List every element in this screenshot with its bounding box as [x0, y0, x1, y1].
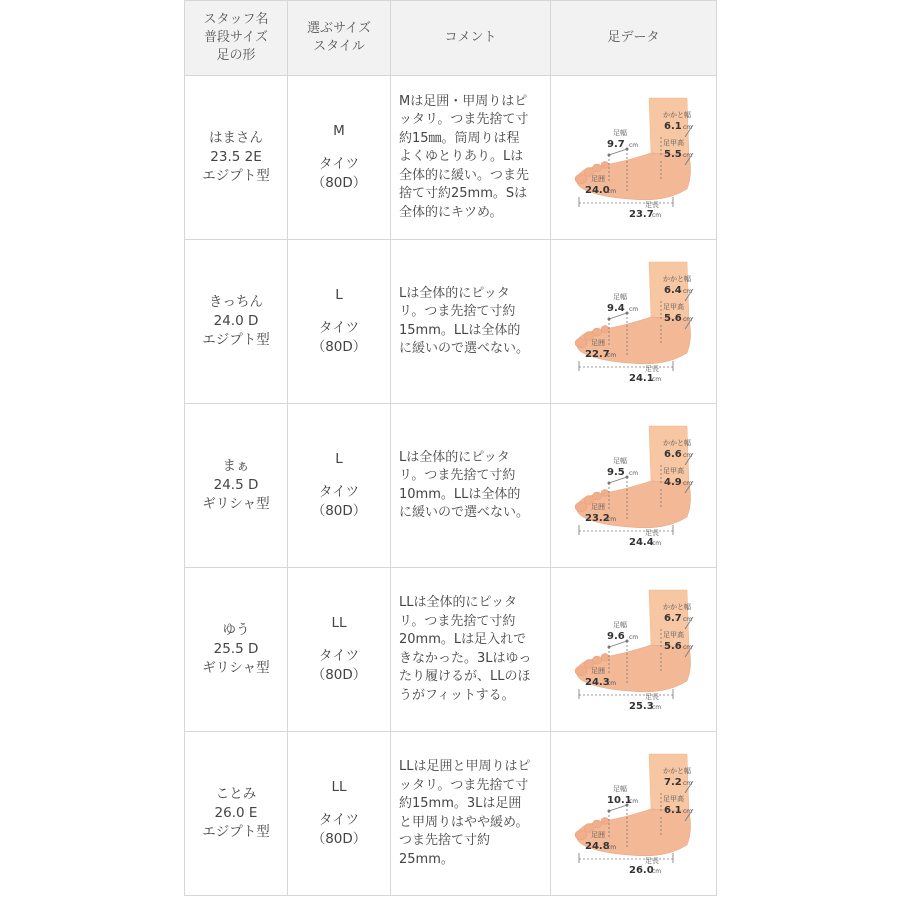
style-type: タイツ	[318, 812, 360, 828]
style-denier: （80D）	[311, 175, 367, 191]
label-instep: 足甲高	[662, 302, 684, 311]
style-cell	[288, 568, 391, 732]
unit-length: cm	[651, 211, 661, 219]
label-instep: 足甲高	[662, 138, 684, 147]
value-width: 9.4	[606, 302, 625, 314]
staff-cell	[185, 76, 288, 240]
comment-line: と甲周りはやや緩め。	[399, 814, 529, 830]
usual-size: 24.0 D	[213, 313, 259, 329]
foot-data-cell	[551, 404, 717, 568]
foot-diagram	[569, 257, 699, 387]
comment-cell	[391, 404, 551, 568]
chosen-size: L	[335, 451, 343, 467]
unit-instep: cm	[682, 479, 692, 487]
comment-line: よくゆとりあり。Lは	[399, 149, 524, 165]
staff-cell	[185, 240, 288, 404]
unit-girth: cm	[606, 843, 616, 851]
unit-girth: cm	[606, 187, 616, 195]
comment-line: つま先捨て寸約	[399, 833, 491, 848]
label-heel: かかと幅	[662, 766, 691, 775]
value-heel: 6.4	[663, 284, 682, 296]
value-girth: 24.8	[584, 840, 610, 852]
value-heel: 6.1	[663, 120, 682, 132]
staff-cell	[185, 404, 288, 568]
comment-line: 15mm。LLは全体的	[399, 322, 521, 338]
chosen-size: LL	[331, 779, 347, 795]
value-instep: 4.9	[663, 476, 682, 488]
comment-cell	[391, 76, 551, 240]
value-heel: 6.7	[663, 612, 682, 624]
unit-length: cm	[651, 703, 661, 711]
table-row-4	[185, 568, 717, 732]
style-cell	[288, 240, 391, 404]
unit-width: cm	[628, 305, 638, 313]
unit-length: cm	[651, 539, 661, 547]
table-row-3	[185, 404, 717, 568]
label-length: 足長	[644, 364, 659, 373]
foot-data-cell	[551, 732, 717, 896]
unit-instep: cm	[682, 151, 692, 159]
foot-diagram	[569, 421, 699, 551]
foot-shape: エジプト型	[202, 332, 270, 348]
chosen-size: L	[335, 287, 343, 303]
usual-size: 23.5 2E	[210, 149, 262, 165]
staff-cell	[185, 732, 288, 896]
value-girth: 24.3	[584, 676, 610, 688]
comment-line: Lは全体的にピッタ	[399, 449, 510, 465]
label-instep: 足甲高	[662, 630, 684, 639]
comment-line: 全体的にキツめ。	[399, 204, 503, 220]
comment-line: 20mm。Lは足入れで	[399, 632, 527, 647]
label-length: 足長	[644, 856, 659, 865]
value-heel: 6.6	[663, 448, 682, 460]
style-cell	[288, 732, 391, 896]
value-width: 9.5	[606, 466, 625, 478]
label-instep: 足甲高	[662, 466, 684, 475]
label-girth: 足囲	[590, 666, 605, 675]
unit-girth: cm	[606, 351, 616, 359]
comment-line: 約15mm。3Lは足囲	[399, 796, 522, 811]
comment-line: Mは足囲・甲周りはピ	[399, 93, 528, 109]
label-length: 足長	[644, 528, 659, 537]
label-width: 足幅	[612, 292, 627, 301]
label-length: 足長	[644, 200, 659, 209]
label-girth: 足囲	[590, 174, 605, 183]
size-table	[184, 0, 717, 896]
comment-line: に緩いので選べない。	[399, 505, 530, 520]
comment-line: 捨て寸約25mm。Sは	[399, 186, 528, 202]
value-length: 23.7	[628, 208, 654, 220]
staff-cell	[185, 568, 288, 732]
comment-line: LLは足囲と甲周りはピ	[399, 759, 531, 774]
comment-line: に緩いので選べない。	[399, 341, 530, 356]
style-type: タイツ	[318, 156, 360, 172]
comment-line: 25mm。	[399, 851, 454, 867]
value-heel: 7.2	[663, 776, 682, 788]
chosen-size: LL	[331, 615, 347, 631]
foot-shape: エジプト型	[202, 824, 270, 840]
label-width: 足幅	[612, 128, 627, 137]
unit-instep: cm	[682, 315, 692, 323]
value-instep: 6.1	[663, 804, 682, 816]
comment-line: LLは全体的にピッタ	[399, 595, 517, 610]
comment-line: うがフィットする。	[399, 687, 515, 703]
foot-shape: エジプト型	[202, 168, 270, 184]
label-width: 足幅	[612, 784, 627, 793]
header-row	[185, 1, 717, 76]
value-instep: 5.5	[663, 148, 682, 160]
foot-diagram	[569, 749, 699, 879]
usual-size: 26.0 E	[214, 805, 258, 821]
style-denier: （80D）	[311, 503, 367, 519]
value-width: 9.6	[606, 630, 625, 642]
staff-name: きっちん	[209, 294, 263, 310]
value-length: 26.0	[628, 864, 654, 876]
value-girth: 22.7	[584, 348, 610, 360]
value-length: 24.4	[628, 536, 654, 548]
label-width: 足幅	[612, 456, 627, 465]
foot-data-cell	[551, 568, 717, 732]
label-heel: かかと幅	[662, 274, 691, 283]
foot-data-cell	[551, 240, 717, 404]
unit-length: cm	[651, 375, 661, 383]
value-width: 9.7	[606, 138, 625, 150]
unit-heel: cm	[682, 615, 692, 623]
comment-line: ッタリ。つま先捨て寸	[399, 112, 529, 128]
label-heel: かかと幅	[662, 438, 691, 447]
label-girth: 足囲	[590, 502, 605, 511]
value-length: 25.3	[628, 700, 654, 712]
comment-line: ッタリ。つま先捨て寸	[399, 777, 529, 793]
chosen-size: M	[333, 123, 345, 139]
comment-line: Lは全体的にピッタ	[399, 285, 510, 301]
table-row-2	[185, 240, 717, 404]
header-staff: スタッフ名 普段サイズ 足の形	[185, 1, 288, 76]
style-denier: （80D）	[311, 339, 367, 355]
header-comment: コメント	[391, 1, 551, 76]
style-cell	[288, 76, 391, 240]
comment-line: 約15㎜。筒周りは程	[399, 130, 520, 146]
unit-length: cm	[651, 867, 661, 875]
value-girth: 24.0	[584, 184, 610, 196]
style-cell	[288, 404, 391, 568]
unit-width: cm	[628, 469, 638, 477]
value-instep: 5.6	[663, 640, 682, 652]
unit-width: cm	[628, 797, 638, 805]
foot-shape: ギリシャ型	[202, 496, 270, 512]
value-length: 24.1	[628, 372, 654, 384]
comment-line: リ。つま先捨て寸約	[399, 304, 516, 319]
unit-width: cm	[628, 141, 638, 149]
label-length: 足長	[644, 692, 659, 701]
foot-diagram	[569, 585, 699, 715]
label-girth: 足囲	[590, 830, 605, 839]
value-instep: 5.6	[663, 312, 682, 324]
comment-cell	[391, 732, 551, 896]
unit-heel: cm	[682, 451, 692, 459]
unit-instep: cm	[682, 807, 692, 815]
unit-heel: cm	[682, 779, 692, 787]
value-girth: 23.2	[584, 512, 610, 524]
style-denier: （80D）	[311, 831, 367, 847]
unit-heel: cm	[682, 287, 692, 295]
label-girth: 足囲	[590, 338, 605, 347]
unit-girth: cm	[606, 679, 616, 687]
style-type: タイツ	[318, 320, 360, 336]
label-instep: 足甲高	[662, 794, 684, 803]
foot-data-cell	[551, 76, 717, 240]
comment-cell	[391, 568, 551, 732]
foot-diagram	[569, 93, 699, 223]
style-denier: （80D）	[311, 667, 367, 683]
table-row-5	[185, 732, 717, 896]
comment-line: 10mm。LLは全体的	[399, 486, 521, 502]
usual-size: 25.5 D	[213, 641, 259, 657]
unit-girth: cm	[606, 515, 616, 523]
staff-name: ことみ	[215, 786, 257, 802]
unit-instep: cm	[682, 643, 692, 651]
comment-line: 全体的に緩い。つま先	[399, 167, 530, 183]
comment-line: リ。つま先捨て寸約	[399, 468, 516, 483]
header-foot-data: 足データ	[551, 1, 717, 76]
label-heel: かかと幅	[662, 602, 691, 611]
comment-line: きなかった。3Lはゆっ	[399, 650, 532, 666]
unit-heel: cm	[682, 123, 692, 131]
staff-name: はまさん	[209, 130, 263, 146]
comment-line: たり履けるが、LLのほ	[399, 669, 531, 684]
style-type: タイツ	[318, 484, 360, 500]
foot-shape: ギリシャ型	[202, 660, 270, 676]
header-size-style: 選ぶサイズ スタイル	[288, 1, 391, 76]
staff-name: まぁ	[222, 458, 250, 474]
comment-line: リ。つま先捨て寸約	[399, 613, 516, 629]
table-row-1	[185, 76, 717, 240]
usual-size: 24.5 D	[213, 477, 259, 493]
unit-width: cm	[628, 633, 638, 641]
comment-cell	[391, 240, 551, 404]
label-width: 足幅	[612, 620, 627, 629]
label-heel: かかと幅	[662, 110, 691, 119]
value-width: 10.1	[606, 794, 632, 806]
style-type: タイツ	[318, 648, 360, 664]
staff-name: ゆう	[222, 622, 250, 638]
